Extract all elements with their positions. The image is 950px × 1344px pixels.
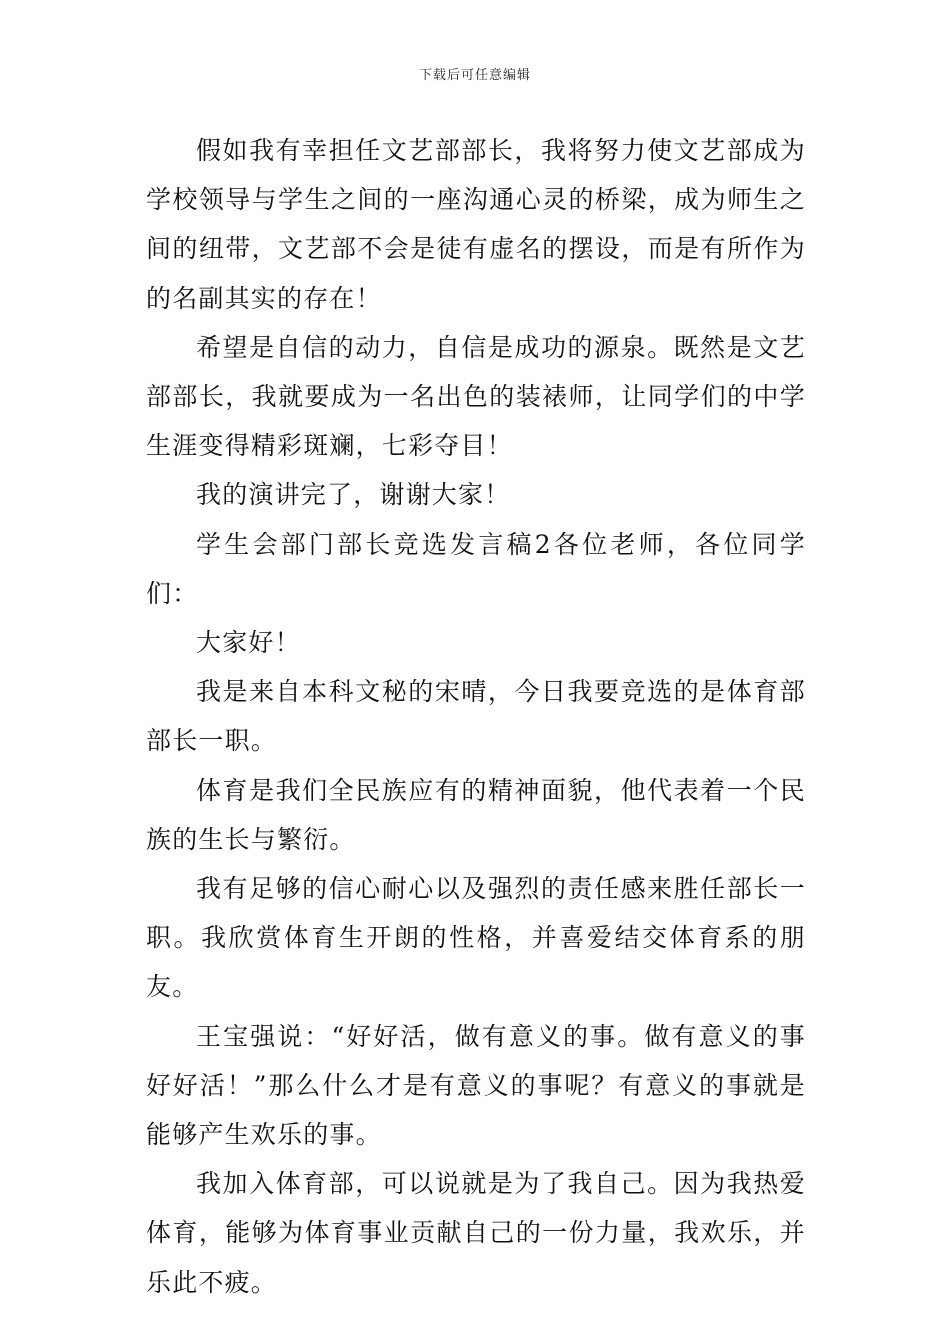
document-body	[146, 126, 806, 1307]
page-header: 下载后可任意编辑	[418, 68, 531, 83]
paragraph-1: 假如我有幸担任文艺部部长，我将努力使文艺部成为学校领导与学生之间的一座沟通心灵的桥梁，成为师生之间的纽带，文艺部不会是徒有虚名的摆设，而是有所作为的名副其实的存在！	[146, 136, 806, 313]
paragraph-7: 体育是我们全民族应有的精神面貌，他代表着一个民族的生长与繁衍。	[146, 775, 806, 854]
paragraph-5: 大家好！	[196, 628, 301, 658]
paragraph-2: 希望是自信的动力，自信是成功的源泉。既然是文艺部部长，我就要成为一名出色的装裱师，让同学们的中学生涯变得精彩斑斓，七彩夺目！	[146, 332, 806, 461]
paragraph-8: 我有足够的信心耐心以及强烈的责任感来胜任部长一职。我欣赏体育生开朗的性格，并喜爱结交体育系的朋友。	[146, 874, 806, 1002]
paragraph-6: 我是来自本科文秘的宋晴，今日我要竞选的是体育部部长一职。	[146, 677, 806, 756]
paragraph-10: 我加入体育部，可以说就是为了我自己。因为我热爱体育，能够为体育事业贡献自己的一份力量，我欢乐，并乐此不疲。	[146, 1169, 806, 1297]
paragraph-4: 学生会部门部长竞选发言稿2各位老师，各位同学们：	[146, 529, 806, 608]
paragraph-3: 我的演讲完了，谢谢大家！	[196, 480, 511, 510]
paragraph-9: 王宝强说：“好好活，做有意义的事。做有意义的事好好活！”那么什么才是有意义的事呢？有意义的事就是能够产生欢乐的事。	[146, 1021, 806, 1150]
